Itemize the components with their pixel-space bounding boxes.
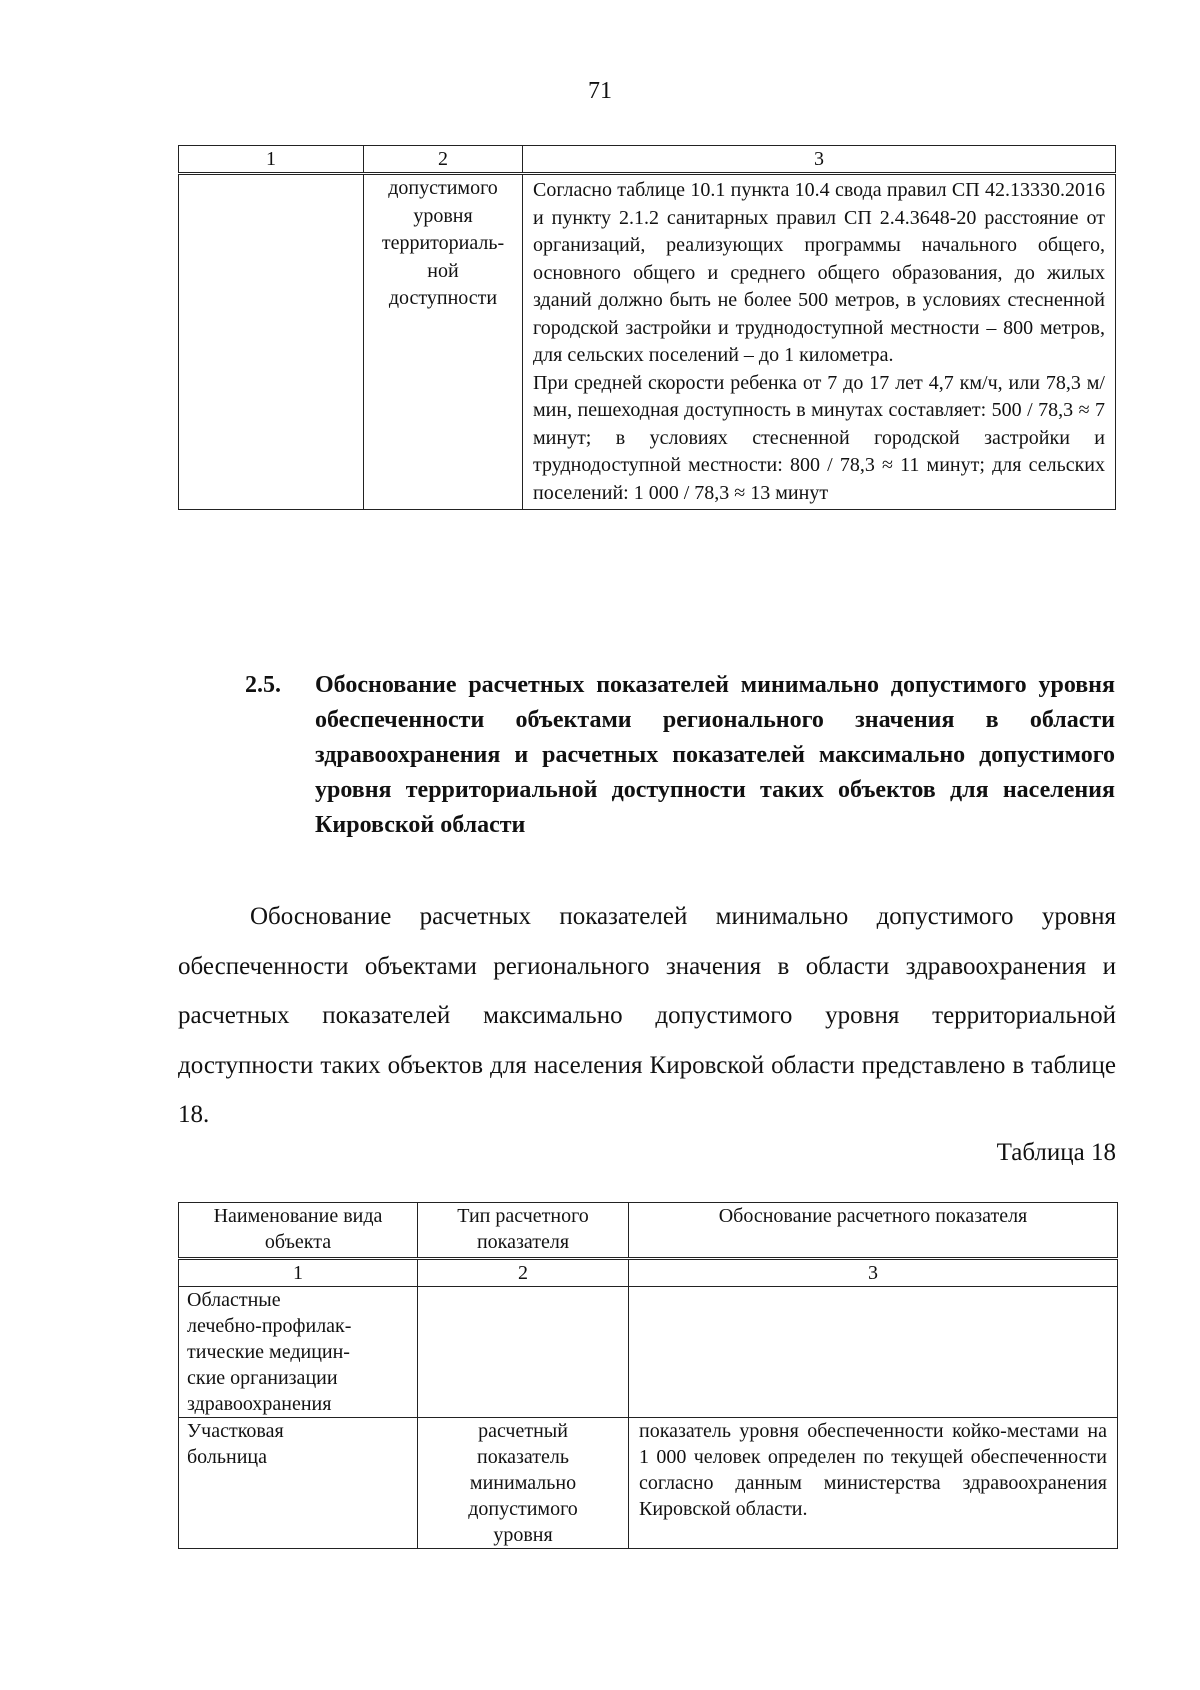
cell-line: допустимого xyxy=(468,1498,578,1520)
table-number-row xyxy=(179,1259,1118,1287)
header-cell-name: Наименование вида объекта xyxy=(179,1203,418,1259)
section-number: 2.5. xyxy=(245,672,281,698)
indicator-type-cell xyxy=(418,1418,629,1549)
justification-paragraph: При средней скорости ребенка от 7 до 17 лет 4,7 км/ч, или 78,3 м/мин, пешеходная доступность в минутах составляет: 500 / 78,3 ≈ 7 минут; в условиях стесненной городской застройки и труднодоступной местности: 800 / 78,3 ≈ 11 минут; для сельских поселений: 1 000 / 78,3 ≈ 13 минут xyxy=(533,371,1105,504)
page-number: 71 xyxy=(588,78,612,104)
justification-cell xyxy=(629,1287,1118,1418)
cell-line: территориаль- xyxy=(381,232,505,254)
cell-line: ские организации xyxy=(187,1367,338,1389)
cell-line: допустимого xyxy=(388,177,498,199)
number-cell-3: 3 xyxy=(629,1259,1118,1287)
table-caption: Таблица 18 xyxy=(996,1139,1116,1166)
cell-line: минимально xyxy=(469,1472,577,1494)
body-paragraph: Обоснование расчетных показателей минимально допустимого уровня обеспеченности объектами регионального значения в области здравоохранения и расчетных показателей максимально допустимого уровня территориальной доступности таких объектов для населения Кировской области представлено в таблице 18. xyxy=(178,903,1116,1128)
cell-line: уровня xyxy=(493,1524,553,1546)
table-row xyxy=(179,1418,1118,1549)
indicator-type-cell xyxy=(364,174,523,510)
header-cell-type: Тип расчетного показателя xyxy=(418,1203,629,1259)
table-18 xyxy=(178,1202,1118,1549)
indicator-type-cell xyxy=(418,1287,629,1418)
cell-line: больница xyxy=(187,1446,267,1468)
empty-cell xyxy=(179,174,364,510)
cell-line: расчетный xyxy=(478,1420,568,1442)
cell-line: доступности xyxy=(388,287,498,309)
number-cell-1: 1 xyxy=(179,1259,418,1287)
section-heading xyxy=(245,668,1115,843)
justification-paragraph: Согласно таблице 10.1 пункта 10.4 свода правил СП 42.13330.2016 и пункту 2.1.2 санитарных правил СП 2.4.3648-20 расстояние от организаций, реализующих программы начального общего, основного общего и среднего общего образования, до жилых зданий должно быть не более 500 метров, в условиях стесненной городской застройки и труднодоступной местности – 800 метров, для сельских поселений – до 1 километра. xyxy=(533,179,1105,366)
justification-cell: показатель уровня обеспеченности койко-местами на 1 000 человек определен по текущей обеспеченности согласно данным министерства здравоохранения Кировской области. xyxy=(629,1418,1118,1549)
table-row xyxy=(179,174,1116,510)
continuation-table xyxy=(178,145,1116,510)
cell-line: тические медицин- xyxy=(187,1341,350,1363)
cell-line: ной xyxy=(427,259,459,282)
cell-line: лечебно-профилак- xyxy=(187,1315,352,1337)
object-name-cell xyxy=(179,1287,418,1418)
table-row xyxy=(179,1287,1118,1418)
header-cell-justification: Обоснование расчетного показателя xyxy=(629,1203,1118,1259)
header-cell-1: 1 xyxy=(179,146,364,174)
header-cell-2: 2 xyxy=(364,146,523,174)
cell-line: Областные xyxy=(187,1289,281,1311)
object-name-cell xyxy=(179,1418,418,1549)
cell-line: показатель xyxy=(477,1446,569,1468)
header-cell-3: 3 xyxy=(523,146,1116,174)
cell-line: уровня xyxy=(413,204,473,227)
section-title: Обоснование расчетных показателей минимально допустимого уровня обеспеченности объектами регионального значения в области здравоохранения и расчетных показателей максимально допустимого уровня территориальной доступности таких объектов для населения Кировской области xyxy=(315,672,1115,838)
justification-cell xyxy=(523,174,1116,510)
cell-line: Участковая xyxy=(187,1420,284,1442)
table-header-row xyxy=(179,1203,1118,1259)
number-cell-2: 2 xyxy=(418,1259,629,1287)
table-header-row xyxy=(179,146,1116,174)
cell-line: здравоохранения xyxy=(187,1393,332,1415)
